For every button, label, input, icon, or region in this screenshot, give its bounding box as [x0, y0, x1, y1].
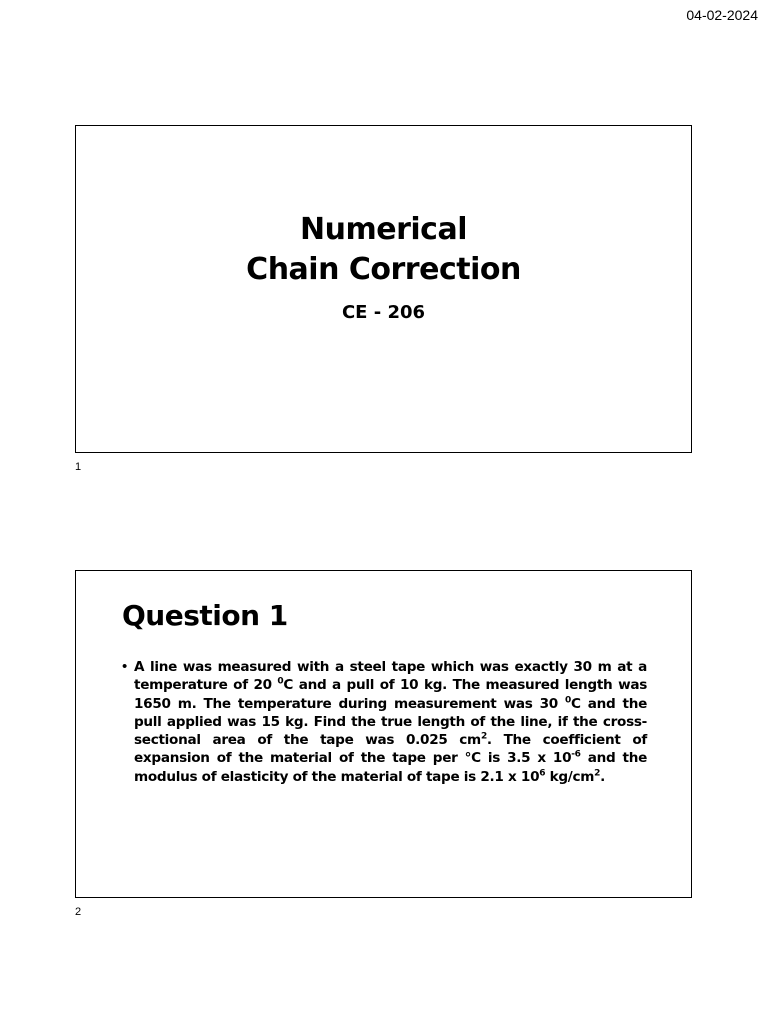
slide-number-1: 1: [75, 461, 82, 473]
question-text-part: C and the pull applied was 15 kg. Find the true length of the line, if the cross-sectional area of the tape was 0.025 cm: [134, 695, 648, 749]
question-text-part: kg/cm: [545, 768, 595, 785]
superscript: 2: [594, 768, 601, 779]
superscript: 0: [277, 676, 284, 687]
superscript: 2: [480, 731, 487, 742]
question-text-part: C and a pull of 10 kg. The measured length was 1650 m. The temperature during measurement was 30: [134, 677, 647, 712]
question-text-part: .: [600, 768, 605, 785]
slide-title-line-1: Numerical: [300, 212, 467, 247]
question-text-part: . The coefficient of expansion of the material of the tape per °C is 3.5 x 10: [134, 732, 647, 767]
superscript: 6: [539, 768, 546, 779]
question-body: [122, 658, 647, 786]
slide-title-line-2: Chain Correction: [246, 252, 521, 287]
superscript: 0: [565, 695, 571, 706]
slide-number-2: 2: [75, 906, 82, 918]
bullet-marker: •: [122, 658, 128, 675]
question-text: [134, 658, 647, 786]
question-text-part: and the modulus of elasticity of the material of tape is 2.1 x 10: [134, 750, 647, 785]
slide-1: [75, 125, 692, 453]
question-text-part: A line was measured with a steel tape which was exactly 30 m at a temperature of 20: [134, 659, 647, 694]
question-heading: Question 1: [122, 599, 288, 632]
slide-subtitle: CE - 206: [341, 302, 426, 323]
slide-2: [75, 570, 692, 898]
superscript: -6: [571, 749, 581, 760]
page-date: 04-02-2024: [686, 7, 758, 23]
title-block: [76, 210, 691, 323]
